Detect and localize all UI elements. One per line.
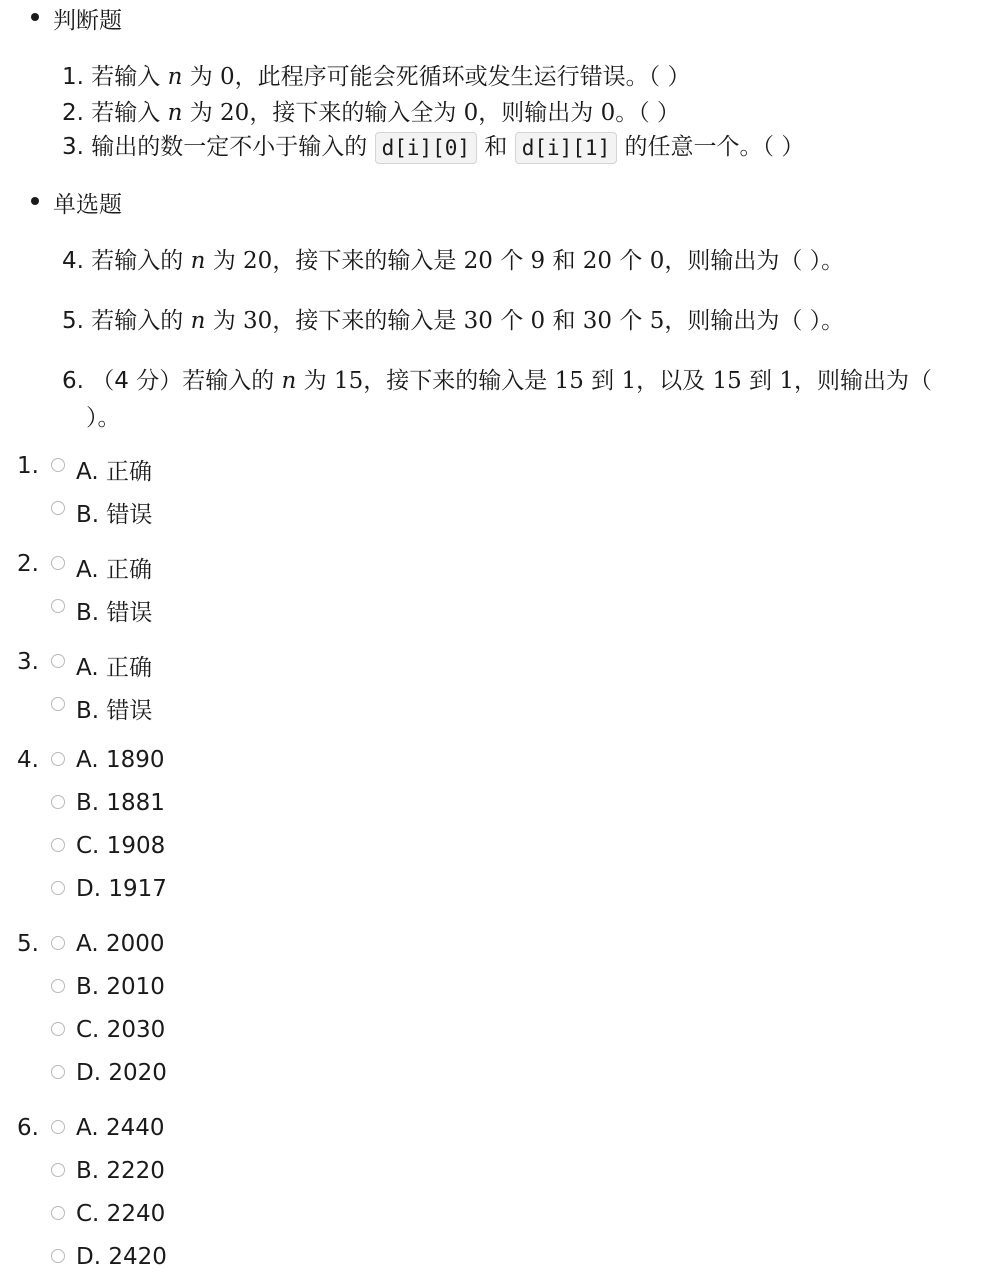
radio-button[interactable]	[51, 752, 65, 766]
radio-button[interactable]	[51, 979, 65, 993]
answer-number: 3.	[17, 649, 39, 675]
math-num: 30	[463, 308, 493, 334]
question-1	[62, 58, 690, 91]
math-var: n	[281, 368, 297, 394]
inline-code: d[i][0]	[375, 132, 478, 164]
radio-button[interactable]	[51, 838, 65, 852]
option-label: A. 2440	[76, 1115, 165, 1141]
bullet-dot	[31, 197, 39, 205]
question-text: ，接下来的输入是	[272, 248, 457, 274]
option-label: A. 1890	[76, 747, 165, 773]
question-text: 为	[212, 248, 236, 274]
option-label: B. 1881	[76, 790, 165, 816]
option-label: A. 正确	[76, 557, 152, 583]
question-text: ，以及	[636, 368, 706, 394]
radio-button[interactable]	[51, 881, 65, 895]
question-text: 的任意一个。（ ）	[624, 134, 805, 160]
question-text: 。（ ）	[615, 100, 681, 126]
answer-number: 5.	[17, 931, 39, 957]
option-label: A. 2000	[76, 931, 165, 957]
question-text: ，则输出为	[478, 100, 594, 126]
question-text: ，接下来的输入全为	[249, 100, 457, 126]
radio-button[interactable]	[51, 1163, 65, 1177]
math-num: 30	[582, 308, 613, 334]
question-text: 为	[303, 368, 327, 394]
radio-button[interactable]	[51, 458, 65, 472]
math-num: 0	[649, 248, 665, 274]
math-num: 5	[649, 308, 665, 334]
math-var: n	[190, 248, 206, 274]
section-title-single: 单选题	[53, 192, 122, 218]
question-text: 和	[484, 134, 508, 160]
question-text: 和	[552, 308, 576, 334]
radio-button[interactable]	[51, 1206, 65, 1220]
option-label: C. 2030	[76, 1017, 166, 1043]
option-label: C. 1908	[76, 833, 166, 859]
question-text: ，则输出为（ ）。	[664, 248, 845, 274]
question-4	[62, 242, 844, 275]
radio-button[interactable]	[51, 936, 65, 950]
radio-button[interactable]	[51, 697, 65, 711]
question-text: 为	[189, 100, 213, 126]
question-text: 到	[749, 368, 773, 394]
option-label: B. 2010	[76, 974, 165, 1000]
radio-button[interactable]	[51, 795, 65, 809]
radio-button[interactable]	[51, 599, 65, 613]
question-text: 若输入的	[91, 248, 184, 274]
question-text: 个	[619, 308, 643, 334]
radio-button[interactable]	[51, 1065, 65, 1079]
math-num: 15	[712, 368, 742, 394]
math-num: 15	[333, 368, 364, 394]
question-text: 到	[591, 368, 615, 394]
option-label: B. 错误	[76, 502, 153, 528]
question-number: 5.	[62, 308, 84, 334]
math-var: n	[167, 100, 183, 126]
question-text: 输出的数一定不小于输入的	[91, 134, 368, 160]
question-text: ，接下来的输入是	[272, 308, 457, 334]
question-3	[62, 128, 804, 164]
question-text: （4 分）若输入的	[91, 368, 275, 394]
math-num: 0	[600, 100, 616, 126]
question-text: ，则输出为（	[793, 368, 932, 394]
math-num: 1	[779, 368, 794, 394]
question-text: 个	[500, 248, 524, 274]
option-label: D. 2420	[76, 1244, 167, 1270]
radio-button[interactable]	[51, 1120, 65, 1134]
radio-button[interactable]	[51, 654, 65, 668]
option-label: B. 错误	[76, 600, 153, 626]
math-var: n	[167, 64, 183, 90]
question-text: ，则输出为（ ）。	[664, 308, 845, 334]
option-label: B. 2220	[76, 1158, 165, 1184]
option-label: C. 2240	[76, 1201, 166, 1227]
math-num: 9	[530, 248, 546, 274]
question-text: 和	[552, 248, 576, 274]
question-text: 若输入的	[91, 308, 184, 334]
radio-button[interactable]	[51, 1249, 65, 1263]
question-text: 为	[189, 64, 213, 90]
answer-number: 6.	[17, 1115, 39, 1141]
inline-code: d[i][1]	[515, 132, 618, 164]
question-6	[62, 362, 932, 395]
answer-number: 4.	[17, 747, 39, 773]
option-label: A. 正确	[76, 459, 152, 485]
math-num: 0	[220, 64, 235, 90]
math-num: 20	[220, 100, 250, 126]
question-6-continuation: ）。	[86, 405, 121, 431]
option-label: D. 2020	[76, 1060, 167, 1086]
question-text: 若输入	[91, 100, 161, 126]
question-text: 若输入	[91, 64, 161, 90]
radio-button[interactable]	[51, 501, 65, 515]
question-text: 个	[619, 248, 643, 274]
question-text: ，接下来的输入是	[363, 368, 548, 394]
section-title-judge: 判断题	[53, 8, 122, 34]
math-num: 1	[621, 368, 637, 394]
math-var: n	[190, 308, 206, 334]
radio-button[interactable]	[51, 1022, 65, 1036]
question-number: 4.	[62, 248, 84, 274]
option-label: D. 1917	[76, 876, 167, 902]
question-number: 1.	[62, 64, 84, 90]
question-2	[62, 94, 680, 127]
bullet-dot	[31, 13, 39, 21]
math-num: 20	[243, 248, 273, 274]
question-5	[62, 302, 844, 335]
math-num: 20	[463, 248, 493, 274]
math-num: 20	[582, 248, 613, 274]
question-text: ，此程序可能会死循环或发生运行错误。（ ）	[234, 64, 691, 90]
math-num: 0	[463, 100, 479, 126]
question-number: 3.	[62, 134, 84, 160]
question-text: 个	[500, 308, 524, 334]
math-num: 15	[554, 368, 584, 394]
question-number: 6.	[62, 368, 84, 394]
math-num: 0	[530, 308, 546, 334]
answer-number: 2.	[17, 551, 39, 577]
question-number: 2.	[62, 100, 84, 126]
option-label: B. 错误	[76, 698, 153, 724]
radio-button[interactable]	[51, 556, 65, 570]
math-num: 30	[243, 308, 273, 334]
question-text: 为	[212, 308, 236, 334]
option-label: A. 正确	[76, 655, 152, 681]
answer-number: 1.	[17, 453, 39, 479]
